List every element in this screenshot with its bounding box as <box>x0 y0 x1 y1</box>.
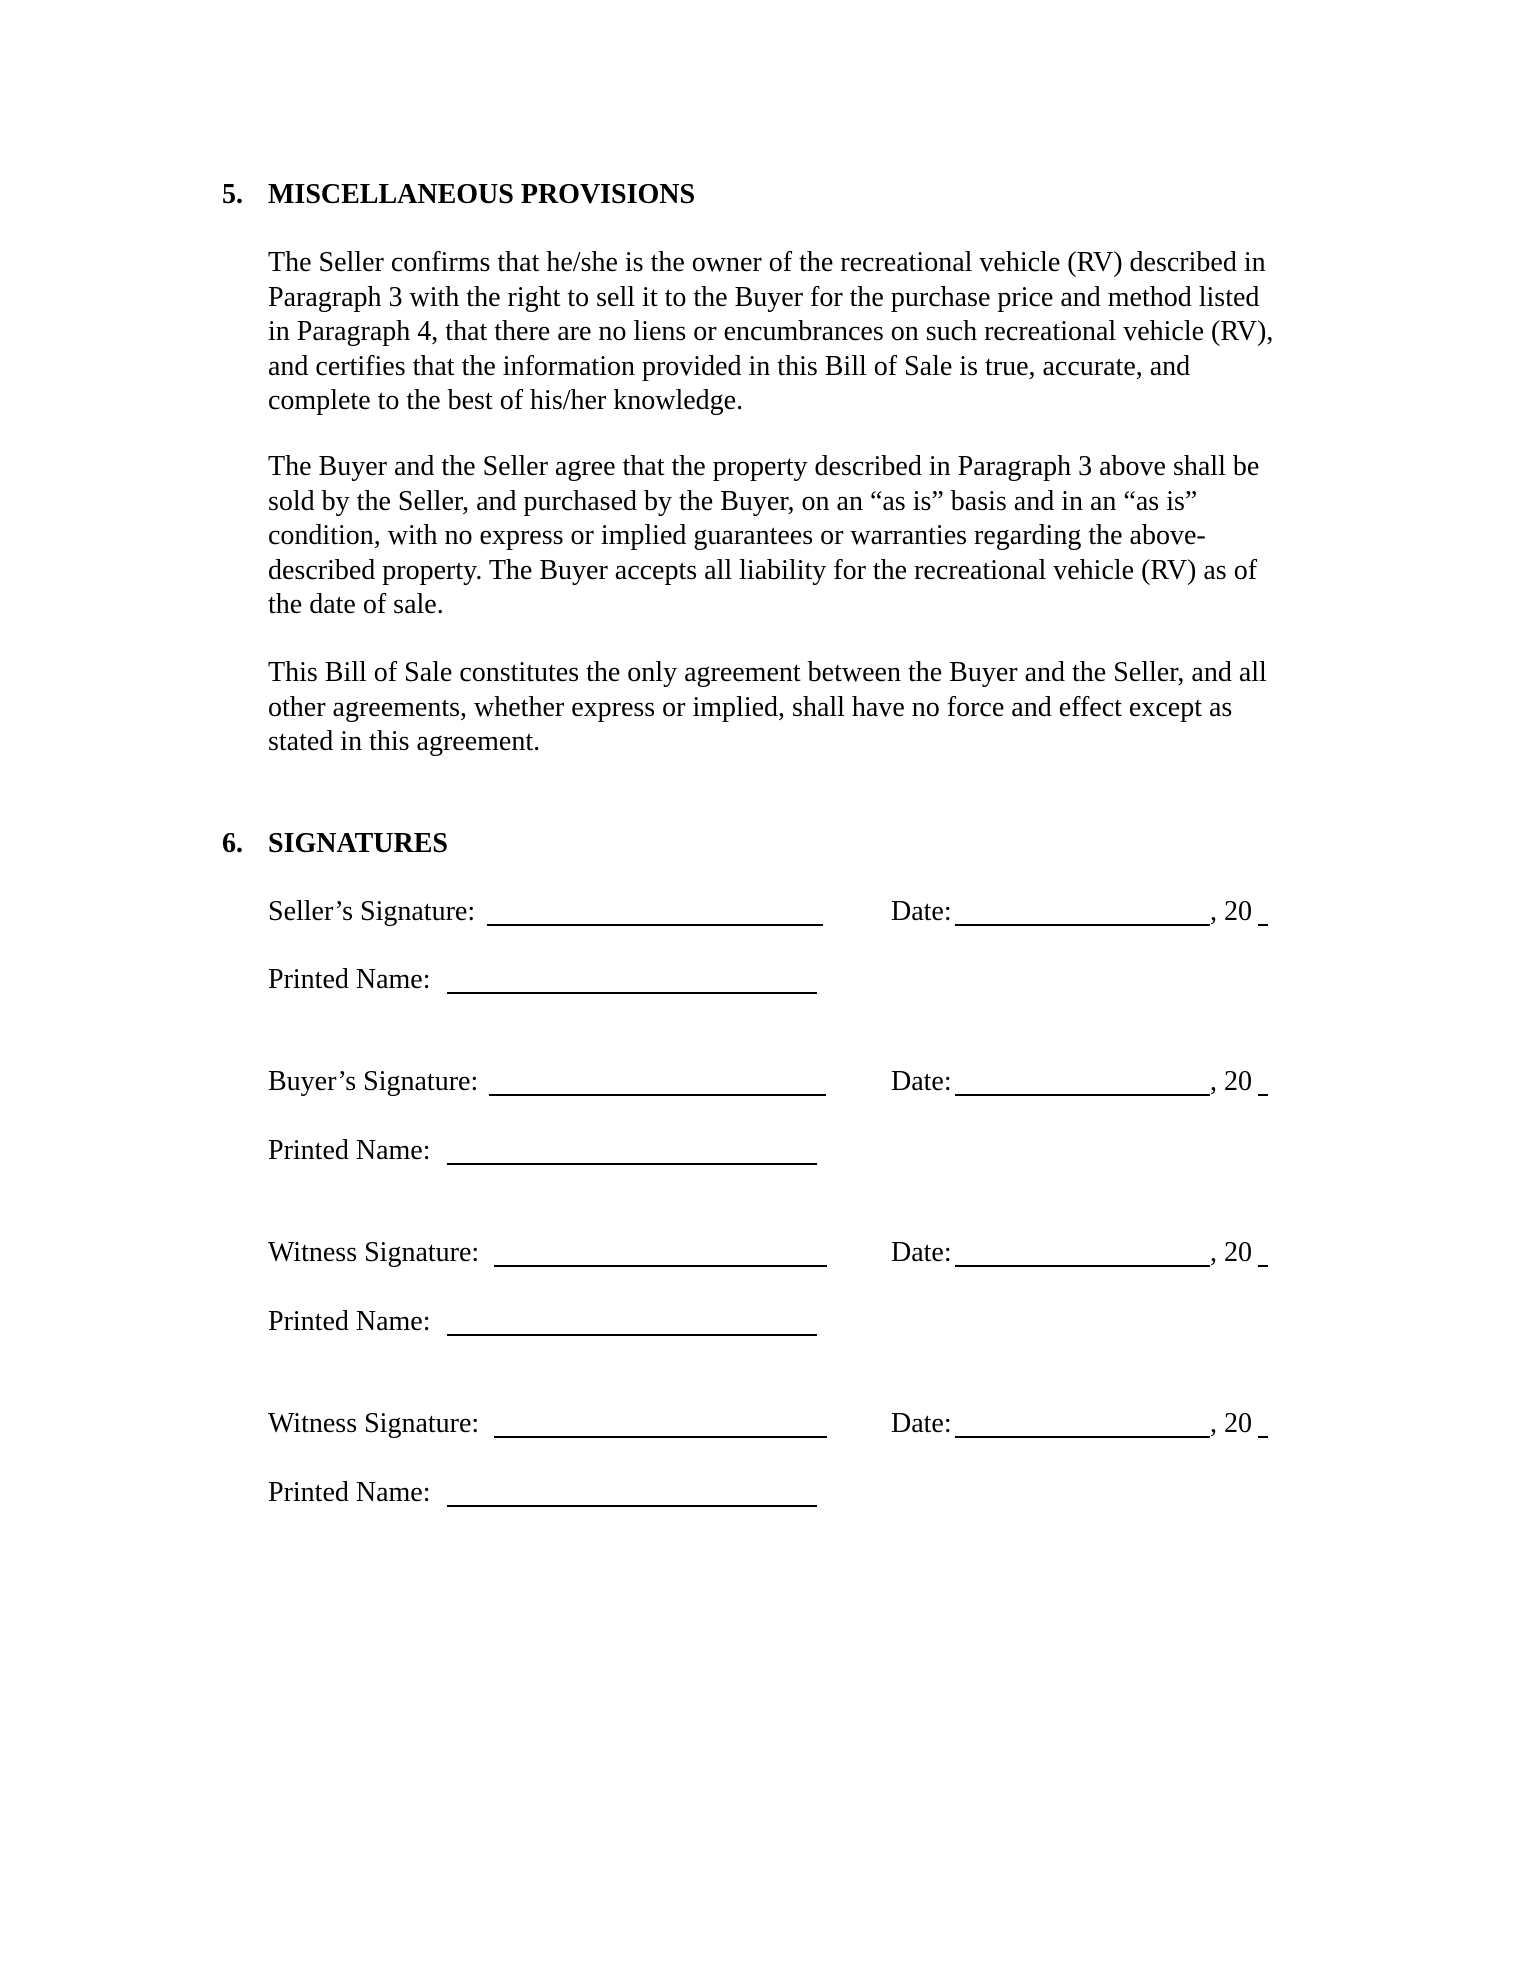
seller-date-label: Date: <box>891 896 952 927</box>
seller-signature-line[interactable] <box>487 924 823 926</box>
witness-2-printed-name-label: Printed Name: <box>268 1477 431 1508</box>
witness-2-signature-label: Witness Signature: <box>268 1408 480 1439</box>
section-number: 6. <box>222 828 243 859</box>
paragraph-line: stated in this agreement. <box>268 726 541 757</box>
paragraph-line: and certifies that the information provided in this Bill of Sale is true, accurate, and <box>268 350 1191 382</box>
seller-signature-label: Seller’s Signature: <box>268 896 476 927</box>
witness-2-year-prefix: , 20 <box>1210 1408 1252 1439</box>
paragraph-line: The Buyer and the Seller agree that the property described in Paragraph 3 above shall be <box>268 451 1260 482</box>
paragraph-line: The Seller confirms that he/she is the owner of the recreational vehicle (RV) described in <box>268 247 1266 278</box>
buyer-year-prefix: , 20 <box>1210 1066 1252 1097</box>
paragraph-line: other agreements, whether express or implied, shall have no force and effect except as <box>268 691 1233 723</box>
witness-1-year-prefix: , 20 <box>1210 1237 1252 1268</box>
section-number: 5. <box>222 179 243 210</box>
witness-2-printed-name-line[interactable] <box>447 1505 817 1507</box>
section-title: SIGNATURES <box>268 828 448 859</box>
paragraph-line: This Bill of Sale constitutes the only agreement between the Buyer and the Seller, and all <box>268 657 1267 688</box>
paragraph-as-is <box>268 450 1348 623</box>
paragraph-line: described property. The Buyer accepts all liability for the recreational vehicle (RV) as of <box>268 554 1258 586</box>
seller-date-line[interactable] <box>955 924 1210 926</box>
paragraph-entire-agreement <box>268 656 1348 760</box>
witness-2-date-label: Date: <box>891 1408 952 1439</box>
paragraph-line: sold by the Seller, and purchased by the Buyer, on an “as is” basis and in an “as is” <box>268 485 1198 517</box>
paragraph-line: in Paragraph 4, that there are no liens or encumbrances on such recreational vehicle (RV), <box>268 316 1274 347</box>
section-heading-signatures <box>222 827 448 861</box>
buyer-date-line[interactable] <box>955 1094 1210 1096</box>
seller-year-blank[interactable] <box>1258 924 1268 926</box>
witness-1-printed-name-line[interactable] <box>447 1334 817 1336</box>
witness-1-date-label: Date: <box>891 1237 952 1268</box>
witness-1-signature-line[interactable] <box>494 1265 827 1267</box>
paragraph-line: complete to the best of his/her knowledge. <box>268 385 744 416</box>
buyer-printed-name-line[interactable] <box>447 1163 817 1165</box>
witness-2-year-blank[interactable] <box>1258 1436 1268 1438</box>
paragraph-line: the date of sale. <box>268 589 444 620</box>
buyer-signature-line[interactable] <box>489 1094 826 1096</box>
witness-1-printed-name-label: Printed Name: <box>268 1306 431 1337</box>
section-title: MISCELLANEOUS PROVISIONS <box>268 179 696 210</box>
seller-printed-name-label: Printed Name: <box>268 964 431 995</box>
paragraph-ownership <box>268 246 1348 419</box>
witness-2-date-line[interactable] <box>955 1436 1210 1438</box>
paragraph-line: condition, with no express or implied guarantees or warranties regarding the above- <box>268 520 1206 551</box>
section-heading-misc <box>222 178 695 212</box>
buyer-year-blank[interactable] <box>1258 1094 1268 1096</box>
witness-2-signature-line[interactable] <box>494 1436 827 1438</box>
buyer-signature-label: Buyer’s Signature: <box>268 1066 479 1097</box>
seller-year-prefix: , 20 <box>1210 896 1252 927</box>
buyer-date-label: Date: <box>891 1066 952 1097</box>
paragraph-line: Paragraph 3 with the right to sell it to the Buyer for the purchase price and method listed <box>268 281 1260 313</box>
seller-printed-name-line[interactable] <box>447 992 817 994</box>
witness-1-signature-label: Witness Signature: <box>268 1237 480 1268</box>
buyer-printed-name-label: Printed Name: <box>268 1135 431 1166</box>
witness-1-date-line[interactable] <box>955 1265 1210 1267</box>
witness-1-year-blank[interactable] <box>1258 1265 1268 1267</box>
